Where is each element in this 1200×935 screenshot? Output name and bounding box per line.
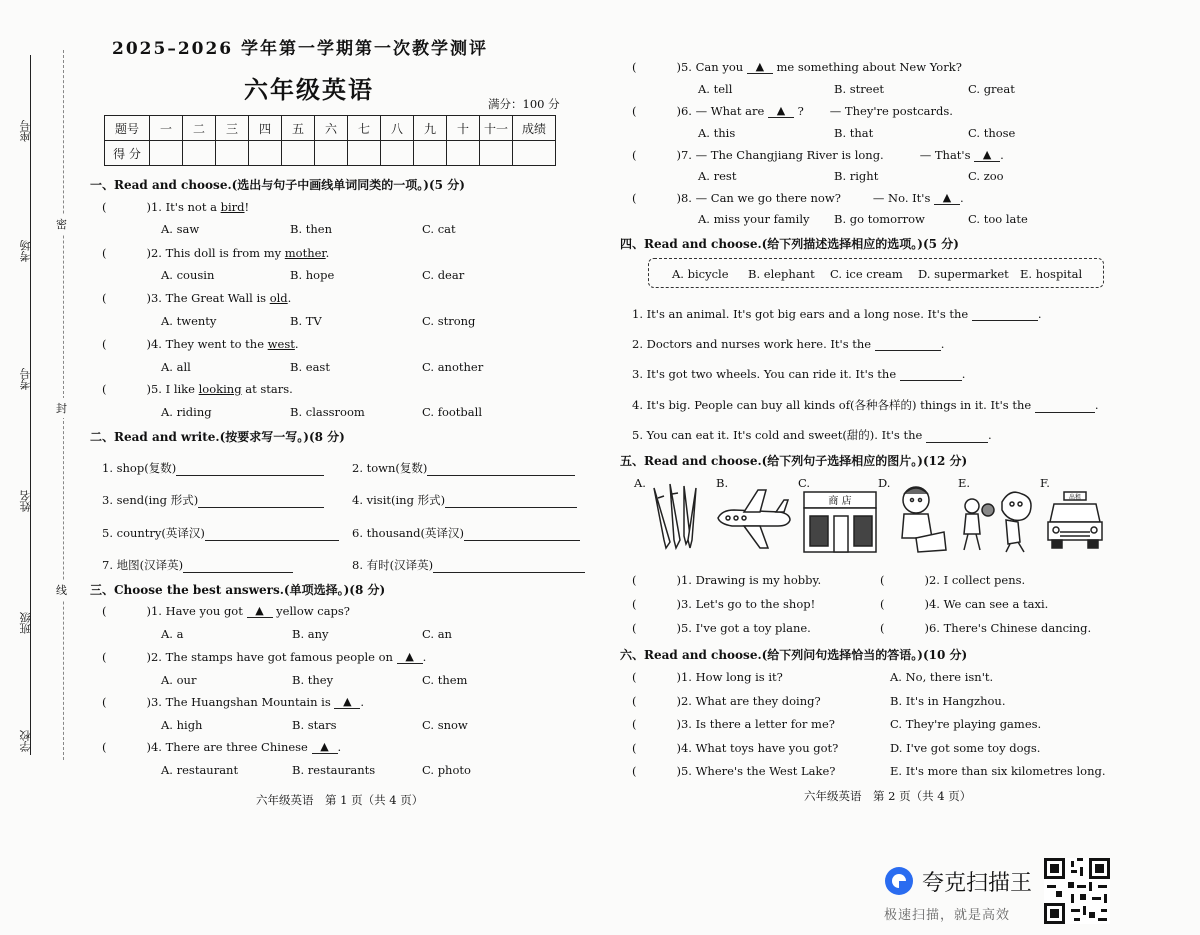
option: A. twenty (161, 314, 217, 328)
option: A. tell (698, 82, 733, 96)
section-1-heading: 一、Read and choose.(选出与句子中画线单词同类的一项。)(5 分) (90, 178, 465, 192)
question: ( )4. There are three Chinese ▲ . (102, 740, 342, 754)
answer-blank[interactable] (176, 475, 324, 476)
score-input-cell[interactable] (447, 141, 480, 166)
match-item: ( )4. We can see a taxi. (880, 597, 1049, 611)
side-label-room: 考场 (19, 240, 32, 262)
option: A. our (161, 673, 197, 687)
section-4-heading: 四、Read and choose.(给下列描述选择相应的选项。)(5 分) (620, 237, 959, 251)
match-item: ( )1. Drawing is my hobby. (632, 573, 822, 587)
picture-letter: C. (798, 476, 811, 490)
option: A. saw (161, 222, 200, 236)
description-item: 4. It's big. People can buy all kinds of(各种各样的) things in it. It's the . (632, 398, 1099, 412)
section-6-heading: 六、Read and choose.(给下列问句选择恰当的答语。)(10 分) (620, 648, 968, 662)
answer-blank[interactable] (875, 350, 941, 351)
answer-option: E. It's more than six kilometres long. (890, 764, 1106, 778)
write-item: 4. visit(ing 形式) (352, 492, 577, 508)
option: A. high (161, 718, 203, 732)
question: ( )8. — Can we go there now? — No. It's ▲ . (632, 191, 964, 205)
description-item: 1. It's an animal. It's got big ears and a long nose. It's the . (632, 307, 1042, 321)
side-label-exam-no: 考号 (19, 368, 32, 390)
answer-blank[interactable] (433, 572, 585, 573)
option: B. TV (290, 314, 322, 328)
question: ( )4. They went to the west. (102, 337, 299, 351)
answer-blank[interactable] (183, 572, 293, 573)
seal-char: 线 (56, 580, 67, 600)
page-footer-1: 六年级英语 第 1 页（共 4 页） (256, 793, 424, 807)
word-bank-option: A. bicycle (672, 267, 729, 281)
option: C. photo (422, 763, 471, 777)
answer-option: B. It's in Hangzhou. (890, 694, 1006, 708)
write-item: 7. 地图(汉译英) (102, 557, 293, 573)
score-cell: 七 (348, 116, 381, 141)
score-input-cell[interactable] (348, 141, 381, 166)
picture-letter: D. (878, 476, 891, 490)
word-bank-option: E. hospital (1020, 267, 1083, 281)
picture-letter: F. (1040, 476, 1050, 490)
side-label-school: 学校 (19, 730, 32, 752)
word-bank-option: B. elephant (748, 267, 815, 281)
taxi-sign: 出租 (1068, 494, 1082, 501)
question: ( )7. — The Changjiang River is long. — That's ▲ . (632, 148, 1004, 162)
qr-code-icon (1044, 858, 1110, 924)
word-bank-option: C. ice cream (830, 267, 903, 281)
scanner-logo-icon (884, 866, 914, 896)
option: A. rest (698, 169, 737, 183)
answer-blank[interactable] (427, 475, 575, 476)
option: C. those (968, 126, 1016, 140)
option: B. classroom (290, 405, 365, 419)
score-cell: 六 (315, 116, 348, 141)
chinese-dancing-picture (958, 482, 1040, 554)
question: ( )1. It's not a bird! (102, 200, 250, 214)
write-item: 2. town(复数) (352, 460, 575, 476)
score-cell: 九 (414, 116, 447, 141)
question: ( )2. What are they doing? (632, 694, 821, 708)
exam-title: 2025–2026 学年第一学期第一次教学测评 (112, 39, 489, 59)
option: C. snow (422, 718, 468, 732)
page-footer-2: 六年级英语 第 2 页（共 4 页） (804, 789, 972, 803)
score-row-label: 得 分 (105, 141, 150, 166)
question: ( )1. Have you got ▲ yellow caps? (102, 604, 350, 618)
score-input-cell[interactable] (480, 141, 513, 166)
answer-blank[interactable] (205, 540, 339, 541)
shop-picture (800, 482, 880, 554)
option: B. they (292, 673, 334, 687)
question: ( )6. — What are ▲ ? — They're postcards. (632, 104, 953, 118)
score-input-cell[interactable] (282, 141, 315, 166)
option: C. another (422, 360, 484, 374)
score-cell: 一 (150, 116, 183, 141)
picture-letter: A. (634, 476, 646, 490)
option: A. all (161, 360, 191, 374)
score-input-cell[interactable] (315, 141, 348, 166)
question: ( )3. The Great Wall is old. (102, 291, 292, 305)
option: B. any (292, 627, 329, 641)
match-item: ( )5. I've got a toy plane. (632, 621, 811, 635)
seal-char: 封 (56, 398, 67, 418)
score-cell: 二 (183, 116, 216, 141)
match-item: ( )3. Let's go to the shop! (632, 597, 816, 611)
answer-blank[interactable] (445, 507, 577, 508)
write-item: 6. thousand(英译汉) (352, 525, 580, 541)
option: B. right (834, 169, 879, 183)
full-score: 满分：100 分 (488, 97, 560, 111)
score-input-cell[interactable] (414, 141, 447, 166)
question: ( )2. The stamps have got famous people on ▲ . (102, 650, 427, 664)
score-input-cell[interactable] (513, 141, 556, 166)
picture-letter: B. (716, 476, 729, 490)
write-item: 3. send(ing 形式) (102, 492, 324, 508)
seal-char: 密 (56, 214, 67, 234)
option: B. that (834, 126, 874, 140)
picture-letter: E. (958, 476, 971, 490)
score-input-cell[interactable] (183, 141, 216, 166)
answer-blank[interactable] (926, 442, 988, 443)
taxi-picture (1046, 482, 1104, 554)
drawing-boy-picture (892, 482, 948, 554)
option: A. miss your family (698, 212, 810, 226)
option: B. restaurants (292, 763, 376, 777)
score-cell: 三 (216, 116, 249, 141)
option: C. an (422, 627, 452, 641)
margin-line (30, 55, 31, 755)
score-cell: 十一 (480, 116, 513, 141)
score-input-cell[interactable] (150, 141, 183, 166)
description-item: 5. You can eat it. It's cold and sweet(甜的). It's the . (632, 428, 992, 442)
question: ( )3. The Huangshan Mountain is ▲ . (102, 695, 365, 709)
answer-blank[interactable] (900, 380, 962, 381)
score-input-cell[interactable] (381, 141, 414, 166)
write-item: 8. 有时(汉译英) (352, 557, 585, 573)
side-label-seat: 座号 (19, 120, 32, 142)
answer-option: A. No, there isn't. (890, 670, 994, 684)
answer-option: C. They're playing games. (890, 717, 1042, 731)
option: B. hope (290, 268, 335, 282)
scanner-slogan: 极速扫描，就是高效 (884, 908, 1011, 923)
section-3-heading: 三、Choose the best answers.(单项选择。)(8 分) (90, 583, 386, 597)
answer-blank[interactable] (1035, 412, 1095, 413)
scanner-name: 夸克扫描王 (922, 871, 1033, 896)
answer-blank[interactable] (972, 320, 1038, 321)
answer-blank[interactable] (464, 540, 580, 541)
write-item: 5. country(英译汉) (102, 525, 339, 541)
question: ( )2. This doll is from my mother. (102, 246, 330, 260)
score-cell: 四 (249, 116, 282, 141)
option: C. football (422, 405, 482, 419)
option: A. this (698, 126, 736, 140)
question: ( )5. I like looking at stars. (102, 382, 293, 396)
question: ( )1. How long is it? (632, 670, 783, 684)
answer-option: D. I've got some toy dogs. (890, 741, 1041, 755)
answer-blank[interactable] (198, 507, 324, 508)
word-bank-option: D. supermarket (918, 267, 1009, 281)
score-input-cell[interactable] (249, 141, 282, 166)
option: C. great (968, 82, 1015, 96)
score-cell: 十 (447, 116, 480, 141)
option: B. street (834, 82, 885, 96)
score-cell: 八 (381, 116, 414, 141)
option: C. cat (422, 222, 456, 236)
write-item: 1. shop(复数) (102, 460, 324, 476)
question: ( )4. What toys have you got? (632, 741, 839, 755)
option: C. too late (968, 212, 1028, 226)
match-item: ( )6. There's Chinese dancing. (880, 621, 1092, 635)
description-item: 2. Doctors and nurses work here. It's the . (632, 337, 945, 351)
option: A. cousin (161, 268, 215, 282)
side-label-class: 班级 (19, 612, 32, 634)
shop-sign: 商 店 (828, 496, 852, 507)
option: C. strong (422, 314, 476, 328)
exam-subtitle: 六年级英语 (244, 75, 374, 104)
option: B. east (290, 360, 330, 374)
option: C. them (422, 673, 468, 687)
score-cell: 五 (282, 116, 315, 141)
score-cell: 成绩 (513, 116, 556, 141)
option: C. zoo (968, 169, 1004, 183)
question: ( )5. Can you ▲ me something about New York? (632, 60, 962, 74)
description-item: 3. It's got two wheels. You can ride it. It's the . (632, 367, 966, 381)
option: B. then (290, 222, 333, 236)
question: ( )3. Is there a letter for me? (632, 717, 835, 731)
toy-plane-picture (714, 482, 794, 554)
score-cell: 题号 (105, 116, 150, 141)
option: A. a (161, 627, 184, 641)
question: ( )5. Where's the West Lake? (632, 764, 836, 778)
match-item: ( )2. I collect pens. (880, 573, 1026, 587)
pens-picture (650, 482, 708, 554)
option: A. riding (161, 405, 212, 419)
section-2-heading: 二、Read and write.(按要求写一写。)(8 分) (90, 430, 345, 444)
option: C. dear (422, 268, 465, 282)
section-5-heading: 五、Read and choose.(给下列句子选择相应的图片。)(12 分) (620, 454, 968, 468)
option: B. stars (292, 718, 337, 732)
option: A. restaurant (161, 763, 239, 777)
score-table (104, 115, 556, 166)
option: B. go tomorrow (834, 212, 925, 226)
side-label-name: 姓名 (19, 490, 32, 512)
score-input-cell[interactable] (216, 141, 249, 166)
